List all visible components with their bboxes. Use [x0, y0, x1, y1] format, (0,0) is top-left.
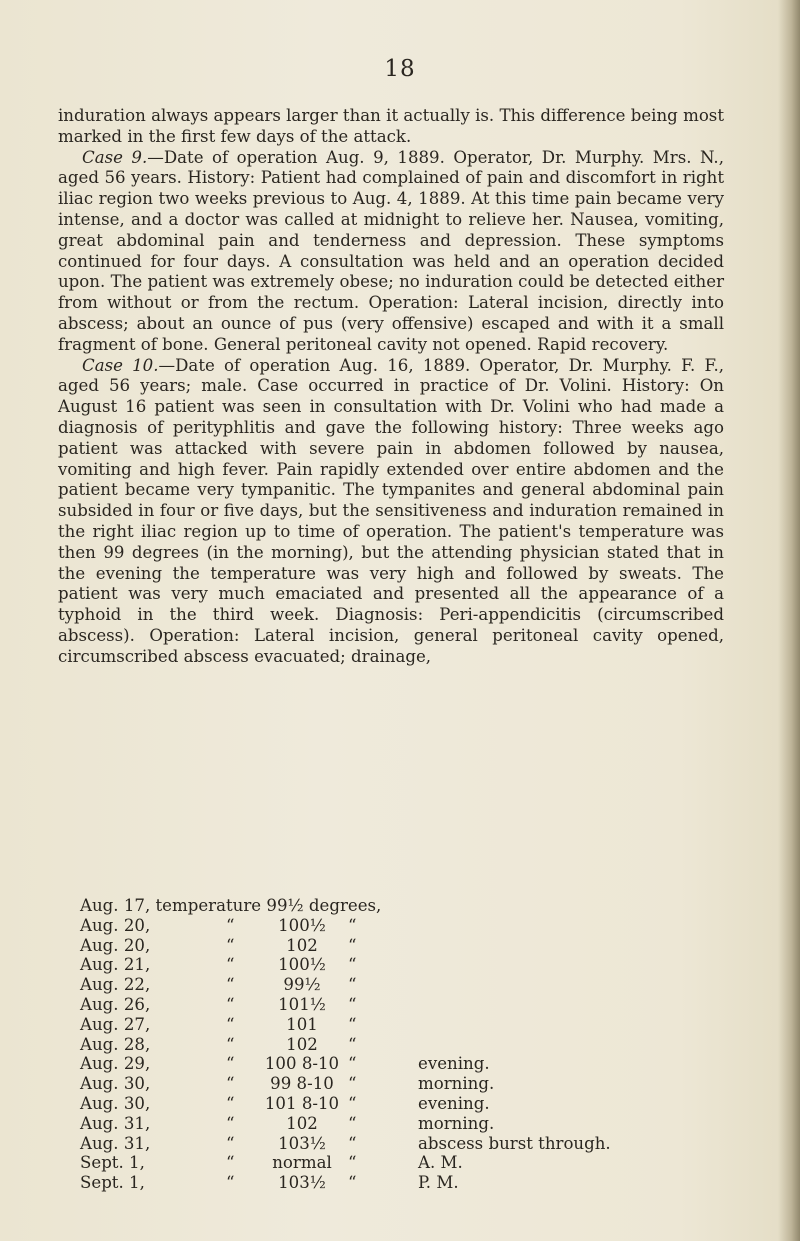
page-number: 18 — [384, 56, 416, 82]
ditto-mark: “ — [226, 1014, 235, 1034]
row-date: Aug. 29, — [80, 1054, 151, 1074]
row-temperature: 101 — [286, 1014, 318, 1034]
ditto-mark: “ — [348, 1014, 357, 1034]
row-temperature: 101 8-10 — [264, 1093, 340, 1113]
table-row — [80, 975, 740, 995]
row-date: Aug. 21, — [80, 955, 151, 975]
ditto-mark: “ — [226, 1153, 235, 1173]
ditto-mark: “ — [348, 1173, 357, 1193]
ditto-mark: “ — [348, 994, 357, 1014]
ditto-mark: “ — [348, 955, 357, 975]
row-note: morning. — [418, 1113, 495, 1133]
ditto-mark: “ — [348, 935, 357, 955]
row-note: P. M. — [418, 1173, 459, 1193]
ditto-mark: “ — [348, 1133, 357, 1153]
row-date: Aug. 26, — [80, 994, 151, 1014]
ditto-mark: “ — [348, 1113, 357, 1133]
row-note: evening. — [418, 1054, 490, 1074]
table-row — [80, 1035, 740, 1055]
row-temperature: 102 — [286, 935, 318, 955]
row-date: Aug. 31, — [80, 1113, 151, 1133]
header-date: Aug. 17, — [80, 896, 151, 915]
table-row — [80, 995, 740, 1015]
ditto-mark: “ — [348, 975, 357, 995]
row-temperature: 103½ — [278, 1133, 326, 1153]
row-temperature: 100½ — [278, 915, 326, 935]
ditto-mark: “ — [226, 1093, 235, 1113]
header-temp: 99½ — [266, 896, 304, 915]
ditto-mark: “ — [226, 955, 235, 975]
case-label: Case 10. — [82, 355, 159, 375]
row-date: Aug. 28, — [80, 1034, 151, 1054]
ditto-mark: “ — [348, 1093, 357, 1113]
table-row — [80, 1173, 740, 1193]
table-row — [80, 1134, 740, 1154]
row-date: Sept. 1, — [80, 1173, 145, 1193]
ditto-mark: “ — [226, 1113, 235, 1133]
table-row — [80, 955, 740, 975]
row-date: Sept. 1, — [80, 1153, 145, 1173]
temperature-table — [80, 896, 740, 1193]
ditto-mark: “ — [348, 915, 357, 935]
row-note: morning. — [418, 1074, 495, 1094]
ditto-mark: “ — [348, 1074, 357, 1094]
table-row — [80, 1074, 740, 1094]
row-temperature: 100 8-10 — [264, 1054, 340, 1074]
paragraph-continuation — [58, 106, 724, 148]
row-date: Aug. 30, — [80, 1074, 151, 1094]
paragraph-case-9 — [58, 148, 724, 356]
body-text — [58, 106, 724, 668]
row-date: Aug. 20, — [80, 935, 151, 955]
paragraph-text: —Date of operation Aug. 16, 1889. Operator, Dr. Murphy. F. F., aged 56 years; male. Case occurred in practice of Dr. Volini. History: On August 16 patient was seen in consultation with Dr. Volini who had made a diagnosis of perityphlitis and gave the following history: Three weeks ago patient was attacked with severe pain in abdomen followed by nausea, vomiting and high fever. Pain rapidly extended over entire abdomen and the patient became very tympanitic. The tympanites and general abdominal pain subsided in four or five days, but the sensitiveness and induration remained in the right iliac region up to time of operation. The patient's temperature was then 99 degrees (in the morning), but the attending physician stated that in the evening the temperature was very high and followed by sweats. The patient was very much emaciated and presented all the appearance of a typhoid in the third week. Diagnosis: Peri-appendicitis (circumscribed abscess). Operation: Lateral incision, general peritoneal cavity opened, circumscribed abscess evacuated; drainage, — [58, 355, 724, 666]
paragraph-text: induration always appears larger than it actually is. This difference being most marked in the first few days of the attack. — [58, 106, 724, 146]
paragraph-text: —Date of operation Aug. 9, 1889. Operator, Dr. Murphy. Mrs. N., aged 56 years. History: Patient had complained of pain and discomfort in right iliac region two weeks previous to Aug. 4, 1889. At this time pain became very intense, and a doctor was called at midnight to relieve her. Nausea, vomiting, great abdominal pain and tenderness and depression. These symptoms continued for four days. A consultation was held and an operation decided upon. The patient was extremely obese; no induration could be detected either from without or from the rectum. Operation: Lateral incision, directly into abscess; about an ounce of pus (very offensive) escaped and with it a small fragment of bone. General peritoneal cavity not opened. Rapid recovery. — [58, 147, 724, 354]
row-note: A. M. — [418, 1153, 463, 1173]
ditto-mark: “ — [348, 1153, 357, 1173]
ditto-mark: “ — [226, 994, 235, 1014]
table-row — [80, 916, 740, 936]
row-temperature: 99 8-10 — [270, 1074, 334, 1094]
row-note: evening. — [418, 1093, 490, 1113]
row-note: abscess burst through. — [418, 1133, 611, 1153]
table-row — [80, 1114, 740, 1134]
row-date: Aug. 22, — [80, 975, 151, 995]
table-row — [80, 1153, 740, 1173]
row-temperature: 103½ — [278, 1173, 326, 1193]
ditto-mark: “ — [226, 915, 235, 935]
table-row — [80, 1054, 740, 1074]
header-unit: degrees, — [308, 896, 382, 915]
row-date: Aug. 31, — [80, 1133, 151, 1153]
row-date: Aug. 20, — [80, 915, 151, 935]
ditto-mark: “ — [226, 1034, 235, 1054]
table-row — [80, 1094, 740, 1114]
table-rows — [80, 916, 740, 1193]
ditto-mark: “ — [348, 1034, 357, 1054]
table-row — [80, 936, 740, 956]
row-temperature: 100½ — [278, 955, 326, 975]
table-row — [80, 1015, 740, 1035]
case-label: Case 9. — [82, 147, 148, 167]
ditto-mark: “ — [348, 1054, 357, 1074]
row-temperature: 102 — [286, 1113, 318, 1133]
ditto-mark: “ — [226, 935, 235, 955]
row-temperature: 99½ — [283, 975, 321, 995]
header-word: temperature — [155, 896, 262, 915]
row-date: Aug. 30, — [80, 1093, 151, 1113]
row-temperature: 102 — [286, 1034, 318, 1054]
table-header-row — [80, 896, 740, 916]
row-date: Aug. 27, — [80, 1014, 151, 1034]
row-temperature: 101½ — [278, 994, 326, 1014]
paragraph-case-10 — [58, 356, 724, 668]
row-temperature: normal — [272, 1153, 332, 1173]
ditto-mark: “ — [226, 1173, 235, 1193]
book-spine-shadow — [778, 0, 800, 1241]
ditto-mark: “ — [226, 1074, 235, 1094]
ditto-mark: “ — [226, 975, 235, 995]
ditto-mark: “ — [226, 1133, 235, 1153]
ditto-mark: “ — [226, 1054, 235, 1074]
